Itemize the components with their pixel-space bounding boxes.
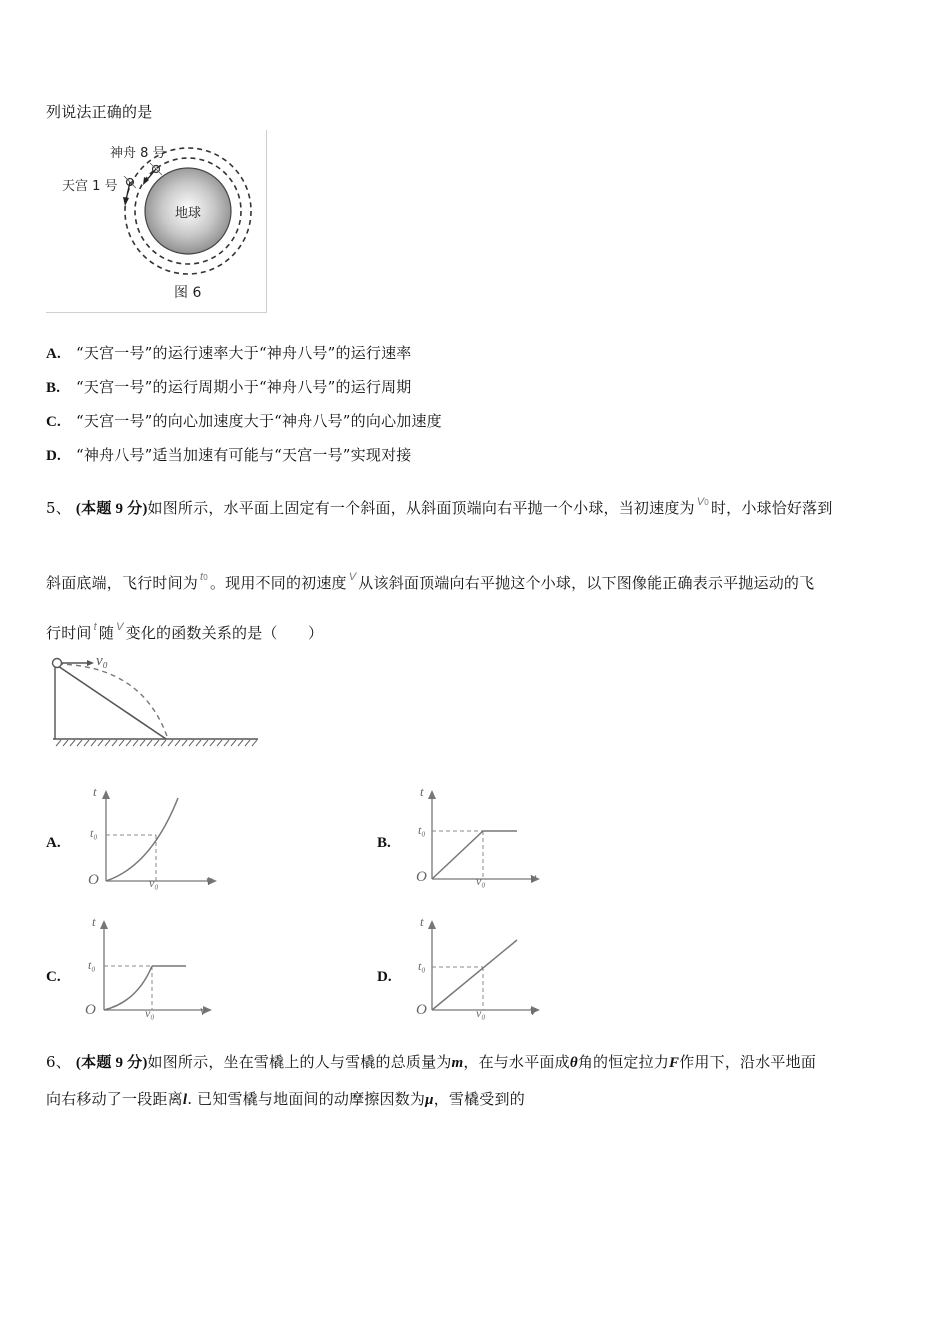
q5-line-2 <box>46 567 814 593</box>
v-axis-label: v <box>206 874 213 889</box>
option-a-label[interactable]: A. <box>46 835 61 851</box>
t-axis-label: t <box>93 784 97 799</box>
q5-text: 斜面底端，飞行时间为 <box>46 574 199 592</box>
mu-symbol: μ <box>425 1092 434 1108</box>
q5-line-3 <box>46 617 323 643</box>
t-symbol: t <box>93 621 97 633</box>
v-axis-label: v <box>530 1004 537 1019</box>
q5-text: 变化的函数关系的是（ ） <box>125 624 324 642</box>
v0-tick: v₀ <box>145 1006 155 1020</box>
q5-text: 行时间 <box>46 624 92 642</box>
option-text: “天宫一号”的运行周期小于“神舟八号”的运行周期 <box>76 378 412 396</box>
v0-tick: v₀ <box>476 1006 486 1020</box>
v0-symbol: V0 <box>696 496 709 508</box>
t-axis-label: t <box>92 914 96 929</box>
q6-text: 角的恒定拉力 <box>577 1053 670 1071</box>
option-text: “天宫一号”的向心加速度大于“神舟八号”的向心加速度 <box>76 412 442 430</box>
label-shenzhou: 神舟 8 号 <box>110 146 166 161</box>
option-d-label[interactable]: D. <box>377 969 392 985</box>
v0-tick: v₀ <box>476 874 486 888</box>
q5-text: 。现用不同的初速度 <box>209 574 347 592</box>
graph-d[interactable] <box>414 916 554 1026</box>
label-tiangong: 天宫 1 号 <box>62 179 118 194</box>
v-axis-label: v <box>530 871 537 886</box>
graph-a[interactable] <box>86 786 226 896</box>
distance-symbol: l <box>182 1092 188 1108</box>
q5-text: 随 <box>98 624 115 642</box>
graph-b[interactable] <box>414 786 554 896</box>
q6-text: ，在与水平面成 <box>463 1053 570 1071</box>
incline-diagram <box>48 652 263 748</box>
t0-tick: t₀ <box>90 826 98 840</box>
t0-tick: t₀ <box>418 959 426 973</box>
v0-tick: v₀ <box>149 876 159 890</box>
q6-score: (本题 9 分) <box>75 1055 148 1071</box>
mass-symbol: m <box>451 1055 464 1071</box>
v-symbol: V <box>348 571 357 583</box>
t0-symbol: t0 <box>200 571 208 583</box>
option-letter: A. <box>46 346 61 362</box>
q5-text: 时，小球恰好落到 <box>710 499 833 517</box>
v-symbol: V <box>116 621 124 633</box>
q6-line-2 <box>46 1089 525 1110</box>
option-letter: D. <box>46 448 61 464</box>
option-text: “天宫一号”的运行速率大于“神舟八号”的运行速率 <box>76 344 412 362</box>
v0-label: v₀ <box>96 653 108 669</box>
t0-tick: t₀ <box>88 958 96 972</box>
q4-option-a[interactable] <box>46 343 411 364</box>
q5-text: 如图所示，水平面上固定有一个斜面，从斜面顶端向右平抛一个小球，当初速度为 <box>147 499 695 517</box>
option-letter: B. <box>46 380 61 396</box>
origin-label: O <box>416 1002 427 1018</box>
graph-c[interactable] <box>82 916 222 1026</box>
q5-score: (本题 9 分) <box>75 501 148 517</box>
q5-text: 从该斜面顶端向右平抛这个小球，以下图像能正确表示平抛运动的飞 <box>358 574 815 592</box>
orbit-figure <box>46 130 267 313</box>
t-axis-label: t <box>420 784 424 799</box>
option-letter: C. <box>46 414 61 430</box>
q6-line-1 <box>46 1052 816 1073</box>
q5-line-1 <box>46 492 833 519</box>
force-symbol: F <box>669 1055 680 1071</box>
t-axis-label: t <box>420 914 424 929</box>
q6-text: 如图所示，坐在雪橇上的人与雪橇的总质量为 <box>147 1053 452 1071</box>
label-earth: 地球 <box>175 206 202 221</box>
origin-label: O <box>416 869 427 885</box>
q4-option-b[interactable] <box>46 377 411 398</box>
incline-figure <box>48 652 263 748</box>
q6-text: . 已知雪橇与地面间的动摩擦因数为 <box>187 1090 426 1108</box>
theta-symbol: θ <box>569 1055 578 1071</box>
figure-caption: 图 6 <box>174 285 202 301</box>
t0-tick: t₀ <box>418 823 426 837</box>
option-c-label[interactable]: C. <box>46 969 61 985</box>
q6-number: 6、 <box>46 1053 71 1071</box>
q4-stem-tail: 列说法正确的是 <box>46 103 153 121</box>
origin-label: O <box>85 1002 96 1018</box>
v-axis-label: v <box>200 1004 207 1019</box>
q6-text: 作用下，沿水平地面 <box>679 1053 817 1071</box>
q4-option-c[interactable] <box>46 411 442 432</box>
q5-number: 5、 <box>46 499 71 517</box>
option-text: “神舟八号”适当加速有可能与“天宫一号”实现对接 <box>76 446 412 464</box>
option-b-label[interactable]: B. <box>377 835 391 851</box>
q6-text: ，雪橇受到的 <box>433 1090 525 1108</box>
origin-label: O <box>88 872 99 888</box>
q4-option-d[interactable] <box>46 445 411 466</box>
q6-text: 向右移动了一段距离 <box>46 1090 183 1108</box>
